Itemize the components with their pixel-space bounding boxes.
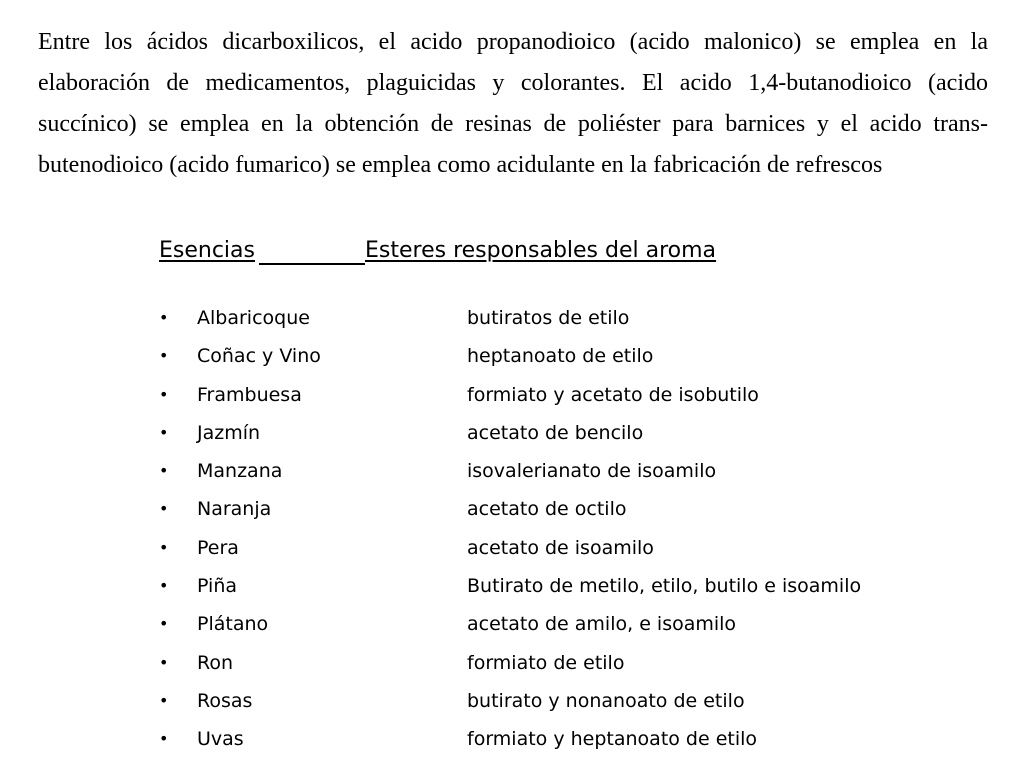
essence-name: Albaricoque (197, 307, 310, 329)
bullet-icon: • (159, 537, 169, 557)
bullet-icon: • (159, 308, 169, 327)
essence-name: Ron (197, 651, 234, 674)
essence-name: Naranja (197, 498, 272, 521)
header-esters: Esteres responsables del aroma (365, 238, 717, 263)
bullet-icon: • (159, 614, 169, 634)
bullet-icon: • (159, 346, 169, 366)
essence-name: Plátano (197, 613, 269, 636)
ester-description: acetato de amilo, e isoamilo (467, 613, 737, 636)
header-essences: Esencias (159, 238, 255, 263)
essence-name: Frambuesa (197, 383, 302, 406)
ester-description: acetato de bencilo (467, 421, 644, 444)
essence-name: Piña (197, 575, 238, 598)
bullet-icon: • (159, 652, 169, 672)
intro-paragraph: Entre los ácidos dicarboxilicos, el acido propanodioico (acido malonico) se emplea en la elaboración de medicamentos, plaguicidas y colorantes. El acido 1,4-butanodioico (acido succínico) se emplea en la obtención de resinas de poliéster para barnices y el acido trans-butenodioico (acido fumarico) se emplea como acidulante en la fabricación de refrescos (38, 29, 988, 178)
essence-name: Coñac y Vino (197, 345, 321, 368)
ester-description: formiato de etilo (467, 651, 625, 674)
ester-description: acetato de isoamilo (467, 536, 654, 559)
ester-description: butirato y nonanoato de etilo (467, 689, 745, 712)
essence-name: Jazmín (197, 421, 261, 444)
essence-name: Pera (197, 536, 239, 559)
ester-description: acetato de octilo (467, 498, 627, 521)
ester-description: isovalerianato de isoamilo (467, 460, 717, 483)
bullet-icon: • (159, 461, 169, 481)
header-underline-gap (259, 263, 365, 265)
essence-name: Rosas (197, 689, 253, 712)
essence-name: Uvas (197, 728, 244, 751)
essence-name: Manzana (197, 460, 283, 483)
ester-description: Butirato de metilo, etilo, butilo e isoamilo (467, 575, 862, 598)
bullet-icon: • (159, 690, 169, 710)
bullet-icon: • (159, 729, 169, 749)
ester-description: butiratos de etilo (467, 307, 630, 329)
bullet-icon: • (159, 422, 169, 442)
ester-description: formiato y acetato de isobutilo (467, 383, 759, 406)
ester-description: heptanoato de etilo (467, 345, 654, 368)
bullet-icon: • (159, 576, 169, 596)
bullet-icon: • (159, 499, 169, 519)
bullet-icon: • (159, 384, 169, 404)
ester-description: formiato y heptanoato de etilo (467, 728, 758, 751)
